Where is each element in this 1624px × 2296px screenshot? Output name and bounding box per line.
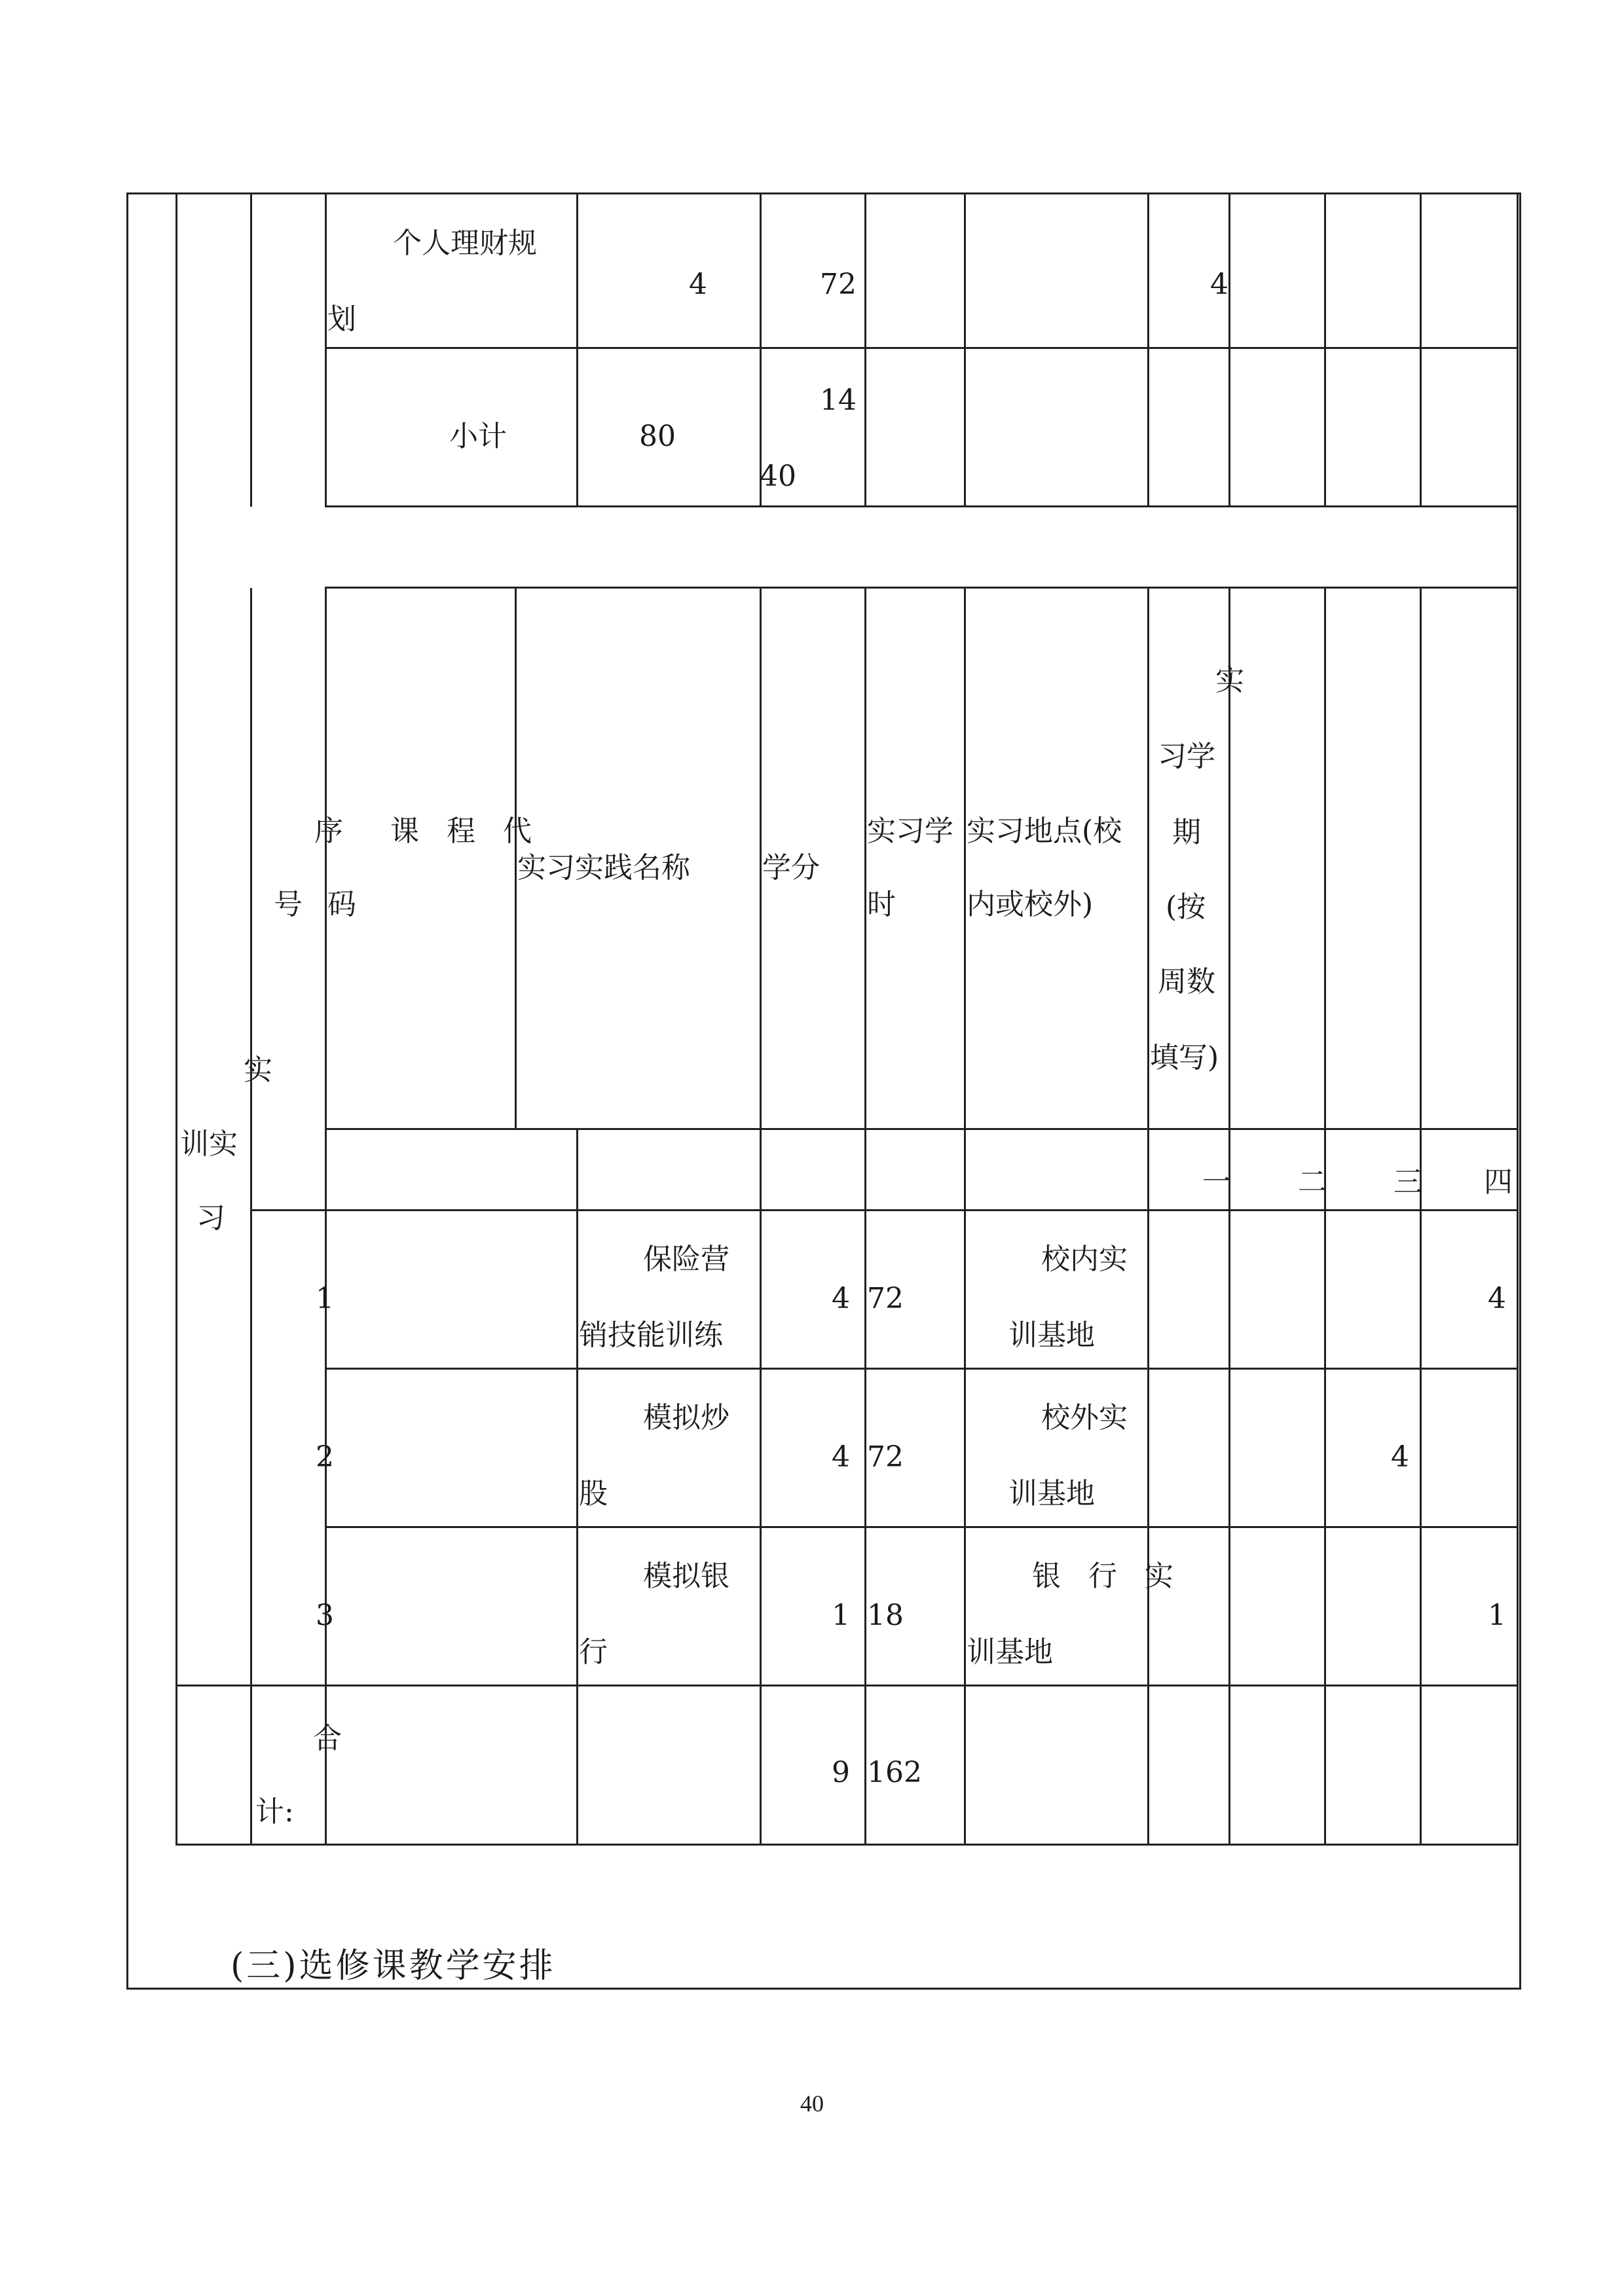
credits-cell: 4 <box>689 268 707 301</box>
credits-header: 学分 <box>762 851 820 884</box>
row-number: 2 <box>316 1440 334 1474</box>
code-header: 课 程 代 <box>390 814 541 848</box>
page-number: 40 <box>800 2090 824 2117</box>
practice-name-cont: 销技能训练 <box>579 1319 723 1352</box>
credits-cell: 1 <box>832 1599 850 1632</box>
term-header-line: 期 <box>1172 816 1201 849</box>
hours-cell: 14 <box>820 384 857 417</box>
course-name: 个人理财规 <box>393 227 537 260</box>
side-fragment: 实 <box>244 1053 272 1087</box>
term-1: 一 <box>1202 1165 1231 1199</box>
place-header-cont: 内或校外) <box>967 888 1094 921</box>
practice-name-cont: 行 <box>579 1635 608 1669</box>
place-cell-cont: 训基地 <box>967 1635 1053 1669</box>
term-3: 三 <box>1393 1165 1422 1199</box>
hours-header-cont: 时 <box>867 888 896 921</box>
code-header-cont: 码 <box>327 888 356 921</box>
section-heading: (三)选修课教学安排 <box>231 1946 556 1986</box>
practice-name: 模拟银 <box>643 1559 729 1593</box>
hours-header: 实习学 <box>867 814 953 848</box>
row-number: 3 <box>316 1599 334 1632</box>
term-header-line: 实 <box>1215 664 1244 697</box>
practice-name: 模拟炒 <box>643 1401 729 1434</box>
credits-cell: 4 <box>832 1440 850 1474</box>
side-label: 训实 <box>180 1127 238 1161</box>
total-credits: 9 <box>832 1756 850 1789</box>
place-header: 实习地点(校 <box>967 814 1122 848</box>
term-header-line: 填写) <box>1150 1041 1219 1074</box>
hours-cell: 72 <box>867 1440 904 1474</box>
total-hours: 162 <box>867 1756 922 1789</box>
term-header-line: (按 <box>1166 890 1206 924</box>
place-cell: 校外实 <box>1041 1401 1128 1434</box>
hours-cell: 72 <box>820 268 857 301</box>
place-cell-cont: 训基地 <box>1008 1477 1095 1510</box>
place-cell-cont: 训基地 <box>1008 1319 1095 1352</box>
term-2: 二 <box>1298 1165 1327 1199</box>
total-label: 计: <box>255 1795 294 1829</box>
practice-name: 保险营 <box>643 1243 729 1276</box>
course-name-cont: 划 <box>327 302 356 336</box>
term-4: 四 <box>1484 1165 1513 1199</box>
credits-cell: 80 <box>639 420 676 453</box>
place-cell: 校内实 <box>1041 1243 1128 1276</box>
practice-name-cont: 股 <box>579 1477 608 1510</box>
seq-label: 号 <box>274 888 303 921</box>
weeks-cell: 4 <box>1391 1440 1409 1474</box>
place-cell: 银 行 实 <box>1032 1559 1183 1593</box>
semester-cell: 4 <box>1210 268 1228 301</box>
term-header-line: 周数 <box>1158 965 1215 998</box>
row-number: 1 <box>316 1282 334 1315</box>
term-header-line: 习学 <box>1158 740 1215 773</box>
subtotal-label: 小计 <box>449 420 507 453</box>
practice-name-header: 实习实践名称 <box>517 851 690 884</box>
hours-cell: 18 <box>867 1599 904 1632</box>
hours-cell-cont: 40 <box>760 460 796 493</box>
seq-fragment: 序 <box>314 814 343 848</box>
side-label-cont: 习 <box>196 1201 225 1235</box>
hours-cell: 72 <box>867 1282 904 1315</box>
weeks-cell: 4 <box>1488 1282 1506 1315</box>
weeks-cell: 1 <box>1488 1599 1506 1632</box>
total-label-fragment: 合 <box>313 1722 342 1755</box>
credits-cell: 4 <box>832 1282 850 1315</box>
